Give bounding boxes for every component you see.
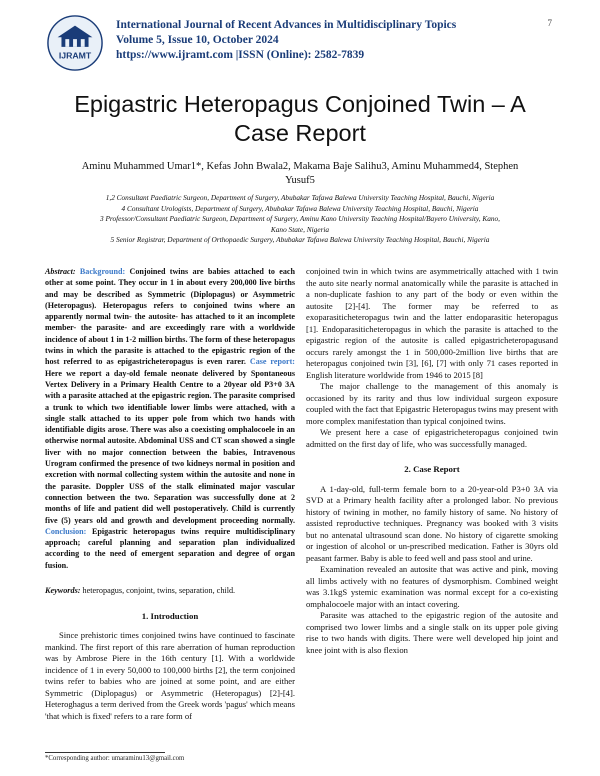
abstract <box>45 266 295 571</box>
conclusion-text: Epigastric heteropagus twins require multidisciplinary approach; careful planning and separation plan individualized according to the need of emergent separation and degree of organ fusion. <box>45 526 295 570</box>
body-paragraph: The major challenge to the management of this anomaly is occasioned by its rarity and thus low individual surgeon exposure coupled with the fact that Epigastric Heteropagus twins may present with more complex manifestation than typical conjoined twins. <box>306 381 559 426</box>
footnote-divider <box>45 752 165 753</box>
author-list: Aminu Muhammed Umar1*, Kefas John Bwala2, Makama Baje Salihu3, Aminu Muhammed4, Stephen Yusuf5 <box>81 161 519 186</box>
logo-text: IJRAMT <box>58 50 92 61</box>
left-column <box>45 266 295 722</box>
journal-volume: Volume 5, Issue 10, October 2024 <box>116 34 279 46</box>
case-paragraph: A 1-day-old, full-term female born to a 20-year-old P3+0 3A via SVD at a Primary health facility after a prolonged labor. No previous history of twining in mother, no family history of same. No history of assisted reproductive techniques. Pregnancy was booked with 3 visits but no antenatal ultrasound scan done. No history of cigarette smoking or ingestion of alcohol or un-prescribed medication. Father is 30yrs old peasant farmer. Baby is able to feed well and pass stool and urine. <box>306 483 558 563</box>
right-column <box>306 266 558 656</box>
affiliation: Kano State, Nigeria <box>270 224 330 234</box>
affiliations <box>70 193 530 246</box>
case-report-text: Here we report a day-old female neonate delivered by Spontaneous Vertex Delivery in a Primary Health Centre to a 20year old P3+0 3A with a parasite attached at the epigastric region. The parasite comprised a trunk to which two identifiable lower limbs were attached, with a single stalk attached to its upper pole from which two hands with identifiable digits arose. There was also a coexisting omphalocoele in an otherwise normal autosite. Abdominal USS and CT scan showed a single liver with no major connection between the babies, Intravenous Urogram confirmed the presence of two kidneys normal in position and excretion with normal collecting system within the autosite and none in the parasite. Doppler USS of the stalk eliminated major vascular connection between the two. Separation was successfully done at 2 months of life and patient did well postoperatively. Child is currently five (5) years old and growth and development proceeding normally. <box>45 368 295 525</box>
introduction-heading: 1. Introduction <box>141 610 199 621</box>
keywords-text: heteropagus, conjoint, twins, separation, child. <box>82 586 236 596</box>
keywords <box>45 585 295 597</box>
page-number: 7 <box>547 18 552 28</box>
case-paragraph: Examination revealed an autosite that was active and pink, moving all limbs actively with no features of dysmorphism. Combined weight was 3.1kgS ystemic examination was normal except for a co-existing omphalocoele major with an intact covering. <box>306 564 558 609</box>
affiliation: 3 Professor/Consultant Paediatric Surgeon, Department of Surgery, Aminu Kano University Teaching Hospital/Bayero University, Kano, <box>99 214 501 224</box>
affiliation: 4 Consultant Urologists, Department of Surgery, Abubakar Tafawa Balewa University Teaching Hospital, Bauchi, Nigeria <box>121 203 479 213</box>
paper-title: Epigastric Heteropagus Conjoined Twin – A Case Report <box>74 91 526 146</box>
case-report-heading: 2. Case Report <box>404 464 460 474</box>
keywords-label: Keywords: <box>45 586 81 596</box>
corresponding-author-footnote: *Corresponding author: umaraminu13@gmail.com <box>45 755 185 762</box>
journal-header <box>46 10 546 70</box>
conclusion-label: Conclusion: <box>45 526 87 536</box>
case-report-label: Case report: <box>249 357 295 367</box>
journal-logo <box>46 14 104 72</box>
body-paragraph: conjoined twin in which twins are asymmetrically attached with 1 twin the auto site nearly normal anatomically while the parasite is attached in a non-duplicate fashion to any part of the body or even within the autosite [2]-[4]. The former may be referred to as exoparasiticheteropagus twin and the latter endoparasitic heteropagus [1]. Endoparasiticheteropagus in which the parasite is attached to the epigastric region of the autosite is called epigastricheteropagusand occurs rarely amongst the 1 in 500,000-2million live births that are heteropagus conjoined twin [3], [6], [7] with only 71 cases reported in English literature worldwide from 1946 to 2015 [8] <box>306 266 558 380</box>
journal-name: International Journal of Recent Advances in Multidisciplinary Topics <box>116 19 457 31</box>
affiliation: 5 Senior Registrar, Department of Orthopaedic Surgery, Abubakar Tafawa Balewa University Teaching Hospital, Bauchi, Nigeria <box>110 235 490 245</box>
abstract-lead: Abstract: <box>45 267 76 276</box>
background-text: Conjoined twins are babies attached to each other at some point. They occur in 1 in about every 200,000 live births and may be described as Symmetric (Diplopagus) or Asymmetric (Heteropagus). Heteropagus refers to conjoined twins where an apparently normal twin- the autosite- has attached to it an incomplete member- the parasite- and are exceedingly rare with a worldwide incidence of about 1 in 1-2 million births. The form of these heteropagus twins in which the parasite is attached to the epigastric region of the host referred to as epigastricheteropagus is even rarer. <box>45 267 295 367</box>
body-paragraph: We present here a case of epigastricheteropagus conjoined twin admitted on the first day of life, who was successfully managed. <box>306 427 558 449</box>
background-label: Background: <box>79 267 126 276</box>
journal-info <box>116 18 456 63</box>
introduction-paragraph: Since prehistoric times conjoined twins have continued to fascinate mankind. The first report of this rare aberration of human reproduction was by Ambrose Piere in the 16th century [1]. With a worldwide incidence of 1 in every 50,000 to 100,000 births [2], the term conjoined twins refer to babies who are joined at some point, and are either Symmetric (Diplopagus) or Asymmetric (Heteropagus) [2]-[4]. Heteroghagus a term derived from the Greek words 'pagus' which means 'that which is fixed' refers to a rare form of <box>45 630 295 721</box>
affiliation: 1,2 Consultant Paediatric Surgeon, Department of Surgery, Abubakar Tafawa Balewa University Teaching Hospital, Bauchi, Nigeria <box>105 193 495 202</box>
case-paragraph: Parasite was attached to the epigastric region of the autosite and comprised two lower limbs and a single stalk on its upper pole giving rise to two hands with digits. There were well developed hip joint and knee joint with is also flexion <box>306 610 558 655</box>
journal-url[interactable]: https://www.ijramt.com |ISSN (Online): 2582-7839 <box>116 49 365 61</box>
